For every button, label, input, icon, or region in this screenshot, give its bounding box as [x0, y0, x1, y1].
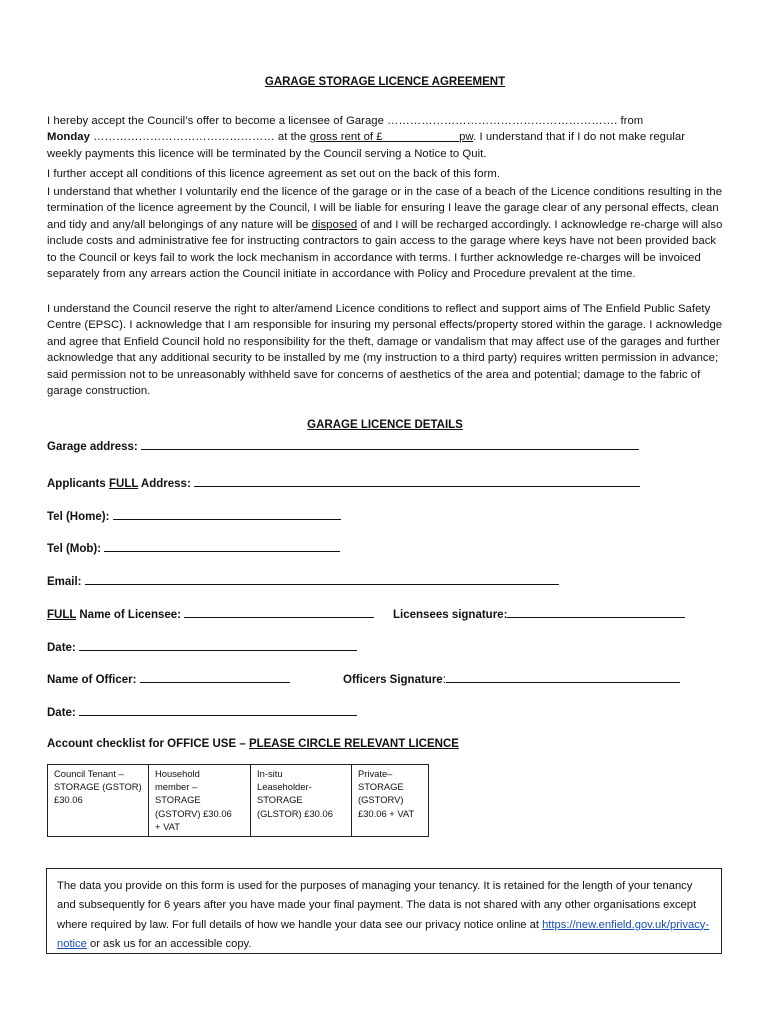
- option-line: (GSTORV) £30.06: [155, 807, 232, 819]
- date-line-2[interactable]: [79, 705, 357, 716]
- officer-name-field[interactable]: [47, 672, 290, 686]
- council-rights-paragraph: I understand the Council reserve the right to alter/amend Licence conditions to reflect and support aims of The Enfield Public Safety Centre (EPSC). I acknowledge that I am responsible for insuring my personal effects/property stored within the garage. I acknowledge and agree that Enfield Council hold no responsibility for the theft, damage or vandalism that may affect use of the garages and further acknowledge that any additional security to be installed by me (my instruction to a third party) requires written permission in advance; said permission not to be unreasonably withheld save for concerns of aesthetics of the area and potential; damage to the fabric of garage construction.: [47, 303, 723, 398]
- officer-name-label: Name of Officer:: [47, 674, 140, 686]
- date-label-2: Date:: [47, 707, 79, 719]
- date-label-1: Date:: [47, 642, 79, 654]
- liability-text-1: I understand that whether I voluntarily end the licence of the garage or in the case of a beach of the Licence conditions resulting in the termination of the licence agreement by the Council, I will be liable for ensuring I leave the garage clear of any personal effects, clean and tidy and any/all belongings of any nature will be: [47, 186, 723, 231]
- licensee-full-word: FULL: [47, 609, 77, 621]
- option-line: STORAGE: [358, 781, 404, 793]
- garage-address-label: Garage address:: [47, 441, 141, 453]
- garage-address-field[interactable]: [47, 439, 639, 453]
- licensee-signature-field[interactable]: [393, 607, 685, 621]
- garage-address-line[interactable]: [141, 439, 639, 450]
- email-field[interactable]: [47, 574, 559, 588]
- intro-monday: Monday: [47, 131, 90, 144]
- privacy-notice-text: The data you provide on this form is used for the purposes of managing your tenancy. It is retained for the length of your tenancy and subsequently for 6 years after you have made your final payment. The data is not shared with any other organisations except where required by law. For full details of how we handle your data see our privacy notice online at: [57, 880, 697, 931]
- tel-mob-field[interactable]: [47, 541, 340, 555]
- intro-text-2: ………………………………………… at the: [89, 131, 310, 144]
- applicant-address-field[interactable]: [47, 476, 640, 490]
- gross-rent-label: gross rent of £: [309, 131, 383, 144]
- gross-rent-blank: [383, 131, 460, 143]
- option-line: STORAGE: [155, 794, 201, 806]
- officer-signature-line[interactable]: [446, 672, 680, 683]
- tel-home-field[interactable]: [47, 509, 341, 523]
- option-line: Council Tenant –: [54, 768, 124, 779]
- applicant-full-word: FULL: [108, 478, 139, 490]
- option-line: + VAT: [155, 820, 180, 832]
- tel-mob-label: Tel (Mob):: [47, 543, 105, 555]
- option-line: STORAGE (GSTOR): [54, 781, 142, 793]
- licence-option-private[interactable]: [352, 765, 429, 837]
- officer-signature-label: Officers Signature: [343, 674, 443, 686]
- document-title: GARAGE STORAGE LICENCE AGREEMENT: [264, 76, 506, 88]
- option-line: STORAGE: [257, 794, 303, 806]
- privacy-notice-box: [46, 868, 722, 954]
- details-heading: GARAGE LICENCE DETAILS: [307, 419, 463, 431]
- checklist-heading: [47, 738, 459, 750]
- checklist-heading-instruction: PLEASE CIRCLE RELEVANT LICENCE: [248, 738, 459, 750]
- intro-paragraph: [47, 113, 723, 162]
- checklist-heading-text: Account checklist for OFFICE USE –: [47, 738, 249, 750]
- option-line: (GSTORV): [358, 794, 404, 806]
- per-week-label: pw: [459, 131, 474, 144]
- checklist-row: [48, 765, 429, 837]
- option-line: member –: [155, 781, 198, 793]
- tel-home-line[interactable]: [113, 509, 341, 520]
- licence-option-household-member[interactable]: [149, 765, 251, 837]
- intro-text-3: . I understand that if I do not make regular weekly payments this licence will be terminated by the Council serving a Notice to Quit.: [47, 131, 686, 160]
- date-line-1[interactable]: [79, 640, 357, 651]
- tel-home-label: Tel (Home):: [47, 511, 113, 523]
- option-line: Private–: [358, 768, 393, 779]
- option-line: £30.06 + VAT: [358, 807, 415, 819]
- conditions-paragraph: I further accept all conditions of this licence agreement as set out on the back of this form.: [47, 168, 501, 180]
- privacy-notice-text-end: or ask us for an accessible copy.: [86, 937, 252, 950]
- officer-signature-field[interactable]: [343, 672, 680, 686]
- option-line: In-situ: [257, 768, 283, 779]
- applicant-address-label: Address:: [138, 478, 194, 490]
- licence-option-insitu-leaseholder[interactable]: [251, 765, 352, 837]
- licence-option-council-tenant[interactable]: [48, 765, 149, 837]
- tel-mob-line[interactable]: [104, 541, 340, 552]
- liability-text-2: of and I will be recharged accordingly. I acknowledge re-charge will also include costs and administrative fee for instructing contractors to gain access to the garage where keys have not been provided back to the Council or keys fail to work the lock mechanism in accordance with terms. I further acknowledge re-charges will be invoiced separately from any arrears action the Council initiate in accordance with Policy and Procedure prevalent at the time.: [47, 218, 723, 281]
- option-line: (GLSTOR) £30.06: [257, 807, 333, 819]
- email-line[interactable]: [85, 574, 559, 585]
- privacy-notice-link[interactable]: https://new.enfield.gov.uk/privacy-notice: [57, 918, 710, 950]
- email-label: Email:: [47, 576, 85, 588]
- date-field-2[interactable]: [47, 705, 357, 719]
- officer-name-line[interactable]: [140, 672, 290, 683]
- licensee-signature-line[interactable]: [507, 607, 685, 618]
- licensee-name-field[interactable]: [47, 607, 374, 621]
- date-field-1[interactable]: [47, 640, 357, 654]
- applicant-address-prefix: Applicants: [47, 478, 109, 490]
- licensee-name-line[interactable]: [184, 607, 374, 618]
- option-line: £30.06: [54, 794, 83, 806]
- liability-paragraph: [47, 184, 723, 282]
- officer-signature-colon: :: [442, 674, 446, 686]
- licensee-signature-label: Licensees signature:: [393, 609, 508, 621]
- option-line: Leaseholder-: [257, 781, 312, 793]
- applicant-address-line[interactable]: [194, 476, 640, 487]
- disposed-word: disposed: [311, 218, 358, 231]
- option-line: Household: [155, 768, 200, 779]
- intro-text-1: I hereby accept the Council’s offer to become a licensee of Garage ……………………………………………………. from: [47, 115, 644, 127]
- licensee-name-label: Name of Licensee:: [76, 609, 185, 621]
- licence-checklist-table: [47, 764, 429, 837]
